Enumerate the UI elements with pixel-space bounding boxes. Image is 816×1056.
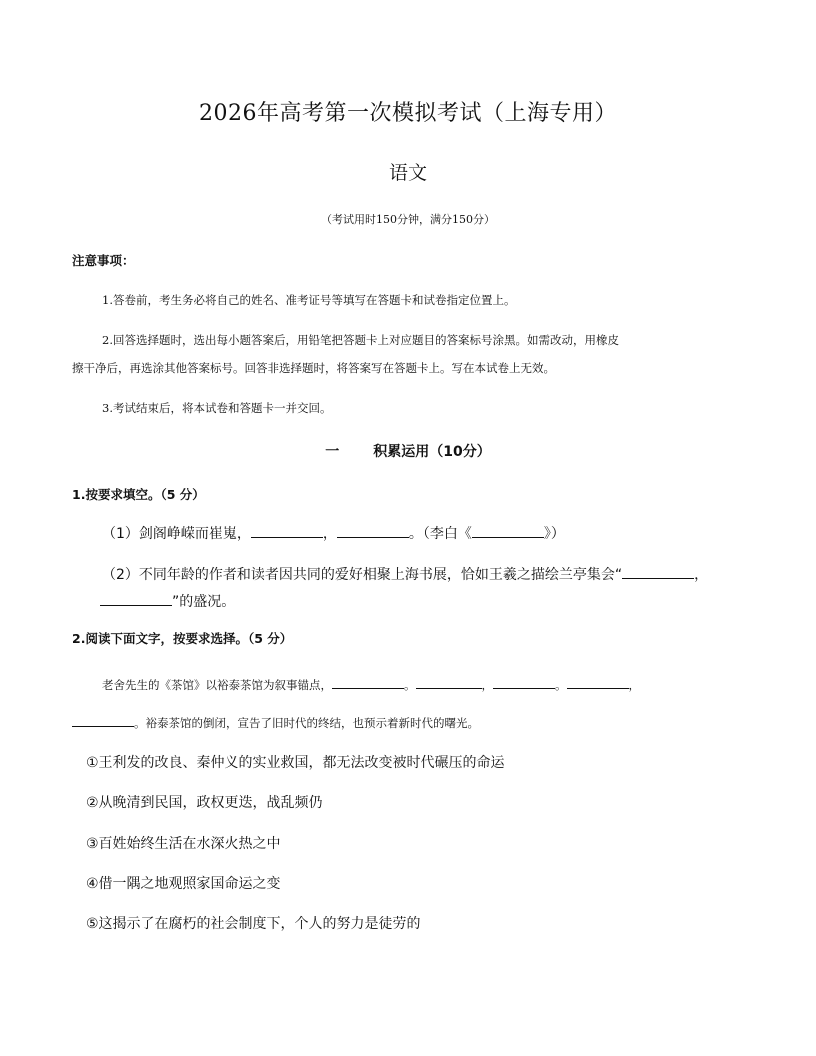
answer-blank <box>472 523 544 538</box>
answer-blank <box>332 674 404 689</box>
q1-sub2-sep: ， <box>694 567 709 583</box>
option-3: ③百姓始终生活在水深火热之中 <box>86 836 281 852</box>
answer-blank <box>567 674 629 689</box>
q1-sub1-suffix: 》） <box>543 526 565 542</box>
answer-blank <box>100 591 172 606</box>
answer-blank <box>337 523 409 538</box>
q2-passage-text: 。裕泰茶馆的倒闭，宣告了旧时代的终结，也预示着新时代的曙光。 <box>134 716 479 730</box>
q1-sub1-sep: 。（李白《 <box>408 526 472 542</box>
time-note: （考试用时150分钟，满分150分） <box>321 213 495 226</box>
section-heading <box>0 441 816 461</box>
answer-blank <box>622 564 694 579</box>
question-1-sub-2-line-1 <box>102 564 708 584</box>
question-1-sub-2-line-2 <box>100 591 235 611</box>
question-1-heading: 1.按要求填空。（5 分） <box>72 487 205 502</box>
section-number: 一 <box>325 444 340 460</box>
answer-blank <box>416 674 482 689</box>
answer-blank <box>493 674 555 689</box>
question-2-heading: 2.阅读下面文字，按要求选择。（5 分） <box>72 631 293 646</box>
question-1-sub-1 <box>102 523 565 543</box>
notice-item-2-line-2: 擦干净后，再选涂其他答案标号。回答非选择题时，将答案写在答题卡上。写在本试卷上无效。 <box>72 361 555 375</box>
question-2-passage-line-1 <box>102 674 640 693</box>
exam-title: 2026年高考第一次模拟考试（上海专用） <box>199 101 617 126</box>
subject-title: 语文 <box>388 162 427 184</box>
q2-passage-text: 老舍先生的《茶馆》以裕泰茶馆为叙事锚点， <box>102 678 332 692</box>
option-5: ⑤这揭示了在腐朽的社会制度下，个人的努力是徒劳的 <box>86 916 421 932</box>
question-2-passage-line-2 <box>72 712 479 731</box>
answer-blank <box>251 523 323 538</box>
q1-sub1-sep: ， <box>322 526 337 542</box>
option-2: ②从晚清到民国，政权更迭，战乱频仍 <box>86 795 323 811</box>
notice-item-3: 3.考试结束后，将本试卷和答题卡一并交回。 <box>102 401 332 415</box>
q1-sub2-text: （2）不同年龄的作者和读者因共同的爱好相聚上海书展，恰如王羲之描绘兰亭集会“ <box>102 567 623 583</box>
notice-item-2-line-1: 2.回答选择题时，选出每小题答案后，用铅笔把答题卡上对应题目的答案标号涂黑。如需改动，用橡皮 <box>102 333 619 347</box>
q2-sep: 。 <box>555 678 567 692</box>
notice-item-1: 1.答卷前，考生务必将自己的姓名、准考证号等填写在答题卡和试卷指定位置上。 <box>102 293 516 307</box>
q2-sep: 。 <box>404 678 416 692</box>
answer-blank <box>72 712 134 727</box>
q1-sub2-end: ”的盛况。 <box>172 594 236 610</box>
q2-sep: ， <box>628 678 640 692</box>
notice-heading: 注意事项： <box>72 253 135 268</box>
q1-sub1-prefix: （1）剑阁峥嵘而崔嵬， <box>102 526 251 542</box>
q2-sep: ， <box>481 678 493 692</box>
section-title: 积累运用（10分） <box>373 444 491 460</box>
option-4: ④借一隅之地观照家国命运之变 <box>86 876 281 892</box>
option-1: ①王利发的改良、秦仲义的实业救国，都无法改变被时代碾压的命运 <box>86 755 505 771</box>
